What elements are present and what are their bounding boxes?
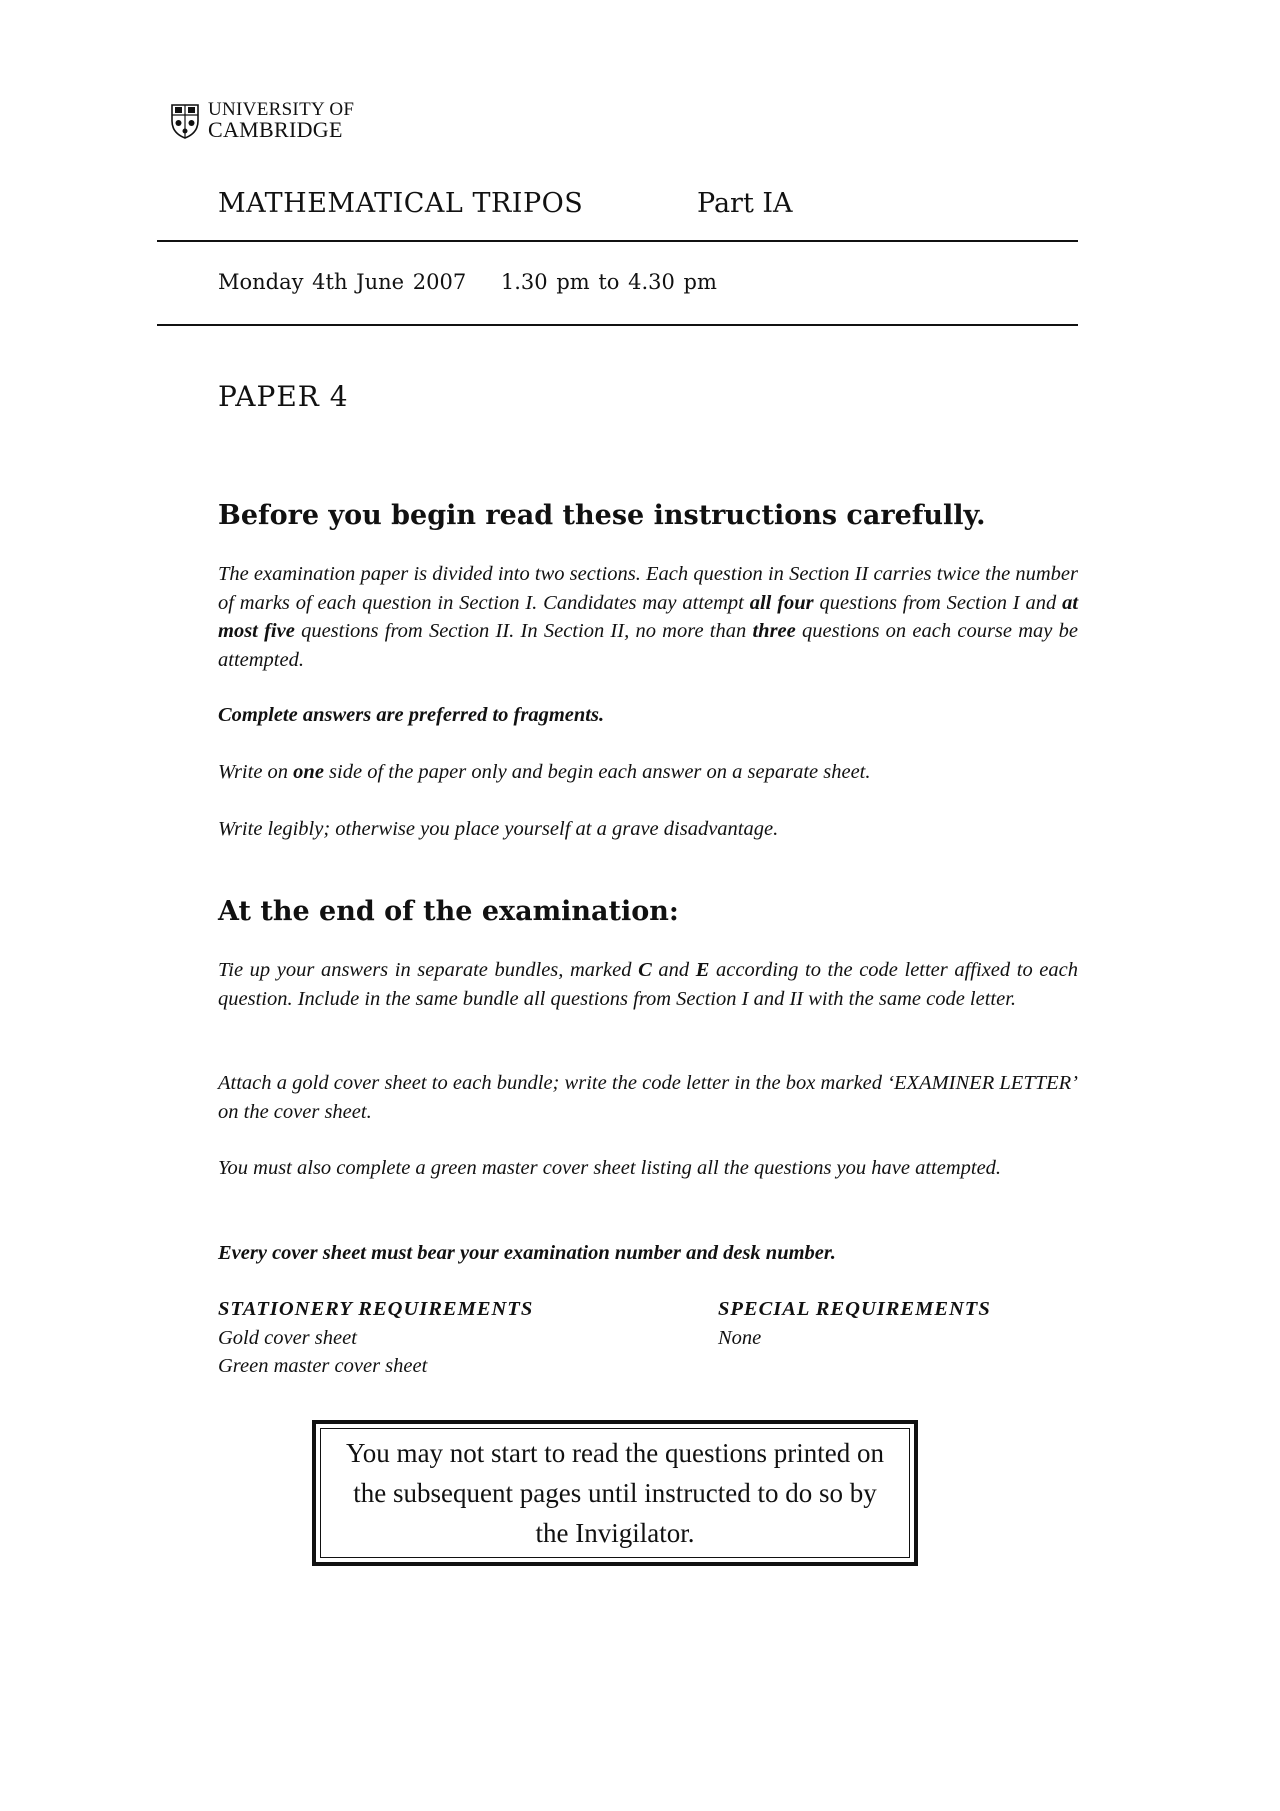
logo-text bbox=[208, 100, 354, 141]
instructions-paragraph-1: The examination paper is divided into two sections. Each question in Section II carries twice the number of marks of each question in Section I. Candidates may attempt all four questions from Section I and at most five questions from Section II. In Section II, no more than three questions on each course may be attempted. bbox=[218, 563, 1079, 671]
exam-part: Part IA bbox=[697, 188, 793, 219]
university-logo bbox=[170, 100, 354, 141]
coat-of-arms-icon bbox=[170, 103, 200, 139]
logo-line-2: CAMBRIDGE bbox=[208, 117, 343, 142]
special-requirements bbox=[718, 1295, 991, 1352]
exam-date-time: Monday 4th June 2007 1.30 pm to 4.30 pm bbox=[218, 270, 717, 294]
exam-title: MATHEMATICAL TRIPOS bbox=[218, 188, 584, 219]
end-paragraph-3: You must also complete a green master cover sheet listing all the questions you have attempted. bbox=[218, 1157, 1002, 1179]
stationery-title: STATIONERY REQUIREMENTS bbox=[218, 1298, 534, 1320]
special-title: SPECIAL REQUIREMENTS bbox=[718, 1298, 991, 1320]
end-paragraph-1: Tie up your answers in separate bundles, marked C and E according to the code letter affixed to each question. Include in the same bundle all questions from Section I and II with the same code letter. bbox=[218, 959, 1078, 1010]
instructions-paragraph-3: Write on one side of the paper only and begin each answer on a separate sheet. bbox=[218, 761, 871, 783]
invigilator-notice-box bbox=[312, 1420, 918, 1566]
special-item: None bbox=[718, 1326, 762, 1349]
instructions-paragraph-2: Complete answers are preferred to fragments. bbox=[218, 704, 605, 726]
instructions-paragraph-4: Write legibly; otherwise you place yourself at a grave disadvantage. bbox=[218, 818, 779, 840]
paper-title: PAPER 4 bbox=[218, 380, 349, 413]
header-rule-top bbox=[157, 240, 1078, 242]
end-heading: At the end of the examination: bbox=[218, 896, 679, 927]
stationery-requirements bbox=[218, 1295, 533, 1381]
logo-line-1: UNIVERSITY OF bbox=[208, 99, 355, 120]
before-heading: Before you begin read these instructions carefully. bbox=[218, 500, 986, 531]
stationery-item: Gold cover sheet bbox=[218, 1326, 357, 1349]
header-rule-bottom bbox=[157, 324, 1078, 326]
end-paragraph-4: Every cover sheet must bear your examination number and desk number. bbox=[218, 1242, 836, 1264]
end-paragraph-2: Attach a gold cover sheet to each bundle; write the code letter in the box marked ‘EXAMINER LETTER’ on the cover sheet. bbox=[218, 1072, 1078, 1123]
stationery-item: Green master cover sheet bbox=[218, 1355, 428, 1377]
invigilator-notice-text: You may not start to read the questions printed on the subsequent pages until instructed to do so by the Invigilator. bbox=[320, 1428, 910, 1558]
